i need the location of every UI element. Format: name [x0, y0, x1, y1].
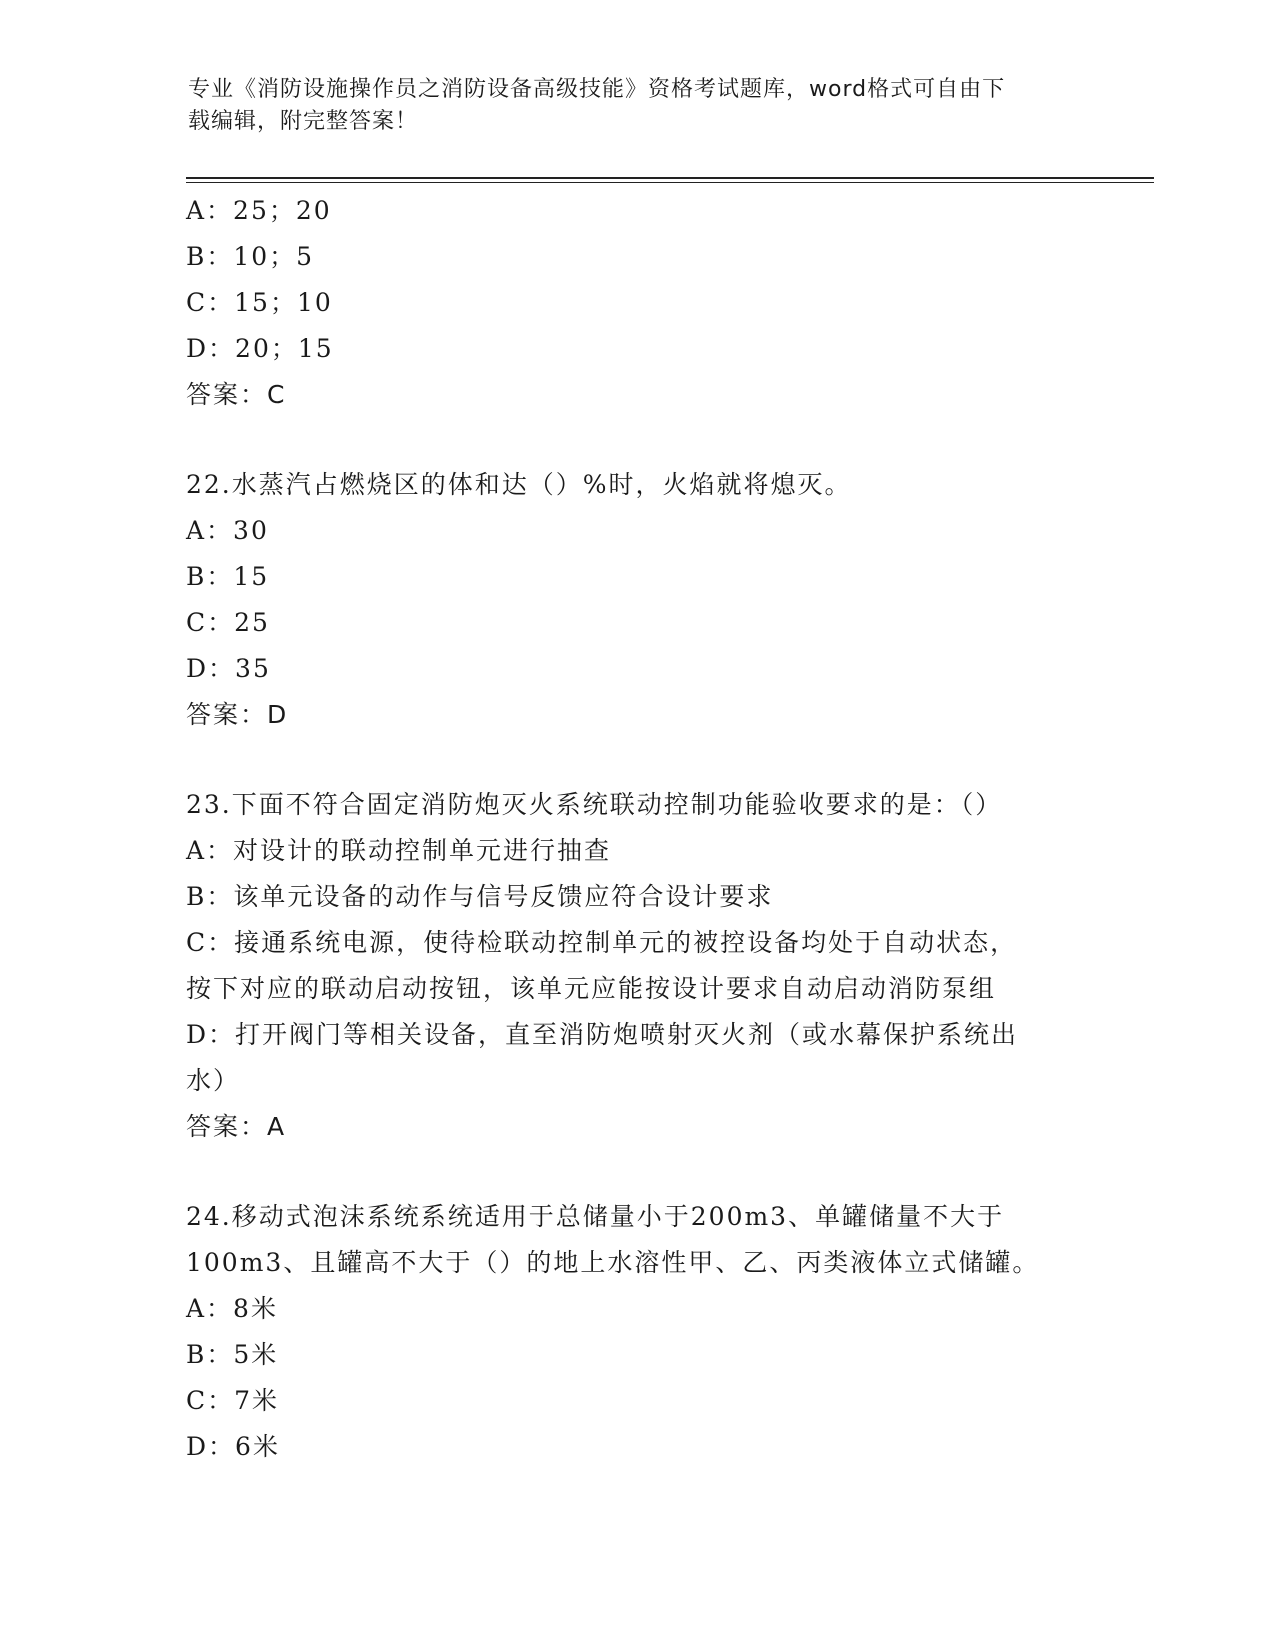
- option-d: D：20；15: [186, 334, 334, 363]
- header-line-2: 载编辑，附完整答案！: [188, 109, 419, 134]
- option-b: B：10；5: [186, 242, 315, 271]
- option-a: A：25；20: [186, 196, 332, 225]
- spacer: [186, 418, 1086, 462]
- question-list: [186, 188, 1086, 1470]
- header-line-1: 专业《消防设施操作员之消防设备高级技能》资格考试题库，word格式可自由下: [188, 77, 1006, 102]
- document-header: [188, 74, 1068, 138]
- answer: 答案：D: [186, 700, 289, 729]
- option-b: B：5米: [186, 1340, 279, 1369]
- header-divider-thin: [186, 182, 1154, 183]
- option-b: B：该单元设备的动作与信号反馈应符合设计要求: [186, 882, 774, 911]
- option-d: D：6米: [186, 1432, 280, 1461]
- option-a: A：8米: [186, 1294, 278, 1323]
- question-21: [186, 188, 1086, 418]
- question-stem: 22.水蒸汽占燃烧区的体和达（）%时，火焰就将熄灭。: [186, 470, 852, 499]
- question-23: [186, 782, 1086, 1150]
- spacer: [186, 1150, 1086, 1194]
- option-c-continued: 按下对应的联动启动按钮，该单元应能按设计要求自动启动消防泵组: [186, 974, 997, 1003]
- header-divider-thick: [186, 177, 1154, 179]
- option-c: C：7米: [186, 1386, 280, 1415]
- option-b: B：15: [186, 562, 270, 591]
- option-d: D：35: [186, 654, 271, 683]
- spacer: [186, 738, 1086, 782]
- option-c: C：25: [186, 608, 270, 637]
- question-stem: 23.下面不符合固定消防炮灭火系统联动控制功能验收要求的是：（）: [186, 790, 1003, 819]
- option-a: A：对设计的联动控制单元进行抽查: [186, 836, 612, 865]
- question-24: [186, 1194, 1086, 1470]
- answer: 答案：C: [186, 380, 287, 409]
- option-d-continued: 水）: [186, 1066, 241, 1095]
- question-22: [186, 462, 1086, 738]
- answer: 答案：A: [186, 1112, 287, 1141]
- question-stem-line-2: 100m3、且罐高不大于（）的地上水溶性甲、乙、丙类液体立式储罐。: [186, 1248, 1040, 1277]
- option-c: C：15；10: [186, 288, 333, 317]
- option-a: A：30: [186, 516, 269, 545]
- option-d: D：打开阀门等相关设备，直至消防炮喷射灭火剂（或水幕保护系统出: [186, 1020, 1019, 1049]
- question-stem-line-1: 24.移动式泡沫系统系统适用于总储量小于200m3、单罐储量不大于: [186, 1202, 1005, 1231]
- option-c: C：接通系统电源，使待检联动控制单元的被控设备均处于自动状态，: [186, 928, 1018, 957]
